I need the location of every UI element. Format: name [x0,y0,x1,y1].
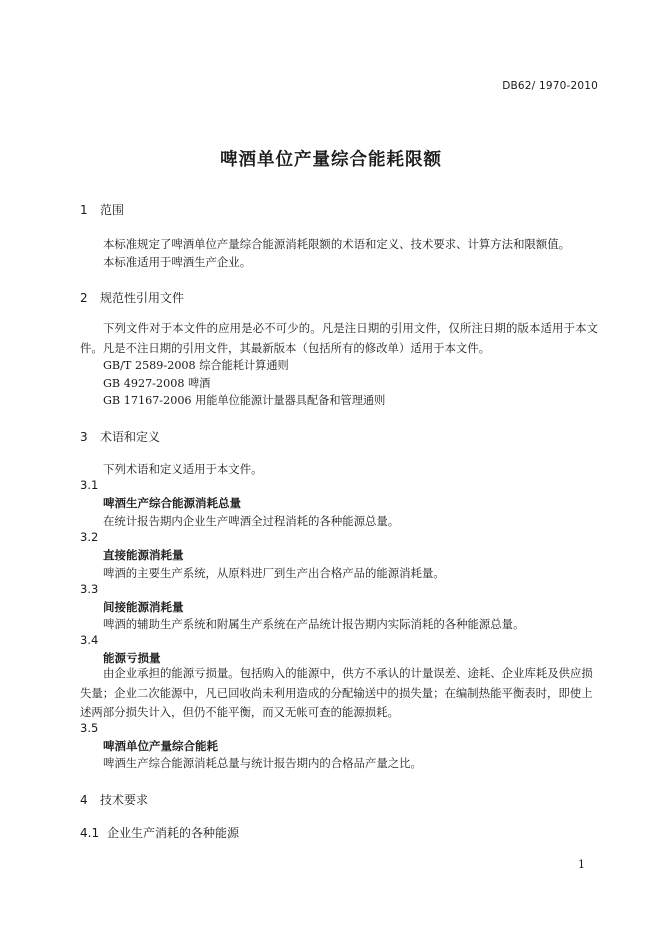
sec3-intro: 下列术语和定义适用于本文件。 [103,462,263,476]
term-definition: 啤酒的主要生产系统，从原料进厂到生产出合格产品的能源消耗量。 [103,566,445,580]
subsection-number: 4.1 [80,826,100,840]
section-number: 2 [80,291,88,305]
section-1-heading [80,201,124,218]
term-number: 3.4 [80,633,99,647]
page-number: 1 [578,858,585,871]
section-title: 范围 [100,203,125,217]
reference-item: GB 4927-2008 啤酒 [103,377,211,390]
term-definition: 啤酒的辅助生产系统和附属生产系统在产品统计报告期内实际消耗的各种能源总量。 [103,617,525,631]
section-number: 1 [80,203,88,217]
term-number: 3.1 [80,478,99,492]
term-name: 啤酒生产综合能源消耗总量 [103,496,241,510]
section-3-heading [80,428,160,445]
section-title: 技术要求 [100,793,149,807]
subsection-title: 企业生产消耗的各种能源 [107,826,240,840]
term-definition: 由企业承担的能源亏损量。包括购入的能源中，供方不承认的计量误差、途耗、企业库耗及供应损失量；企业二次能源中，凡已回收尚未利用造成的分配输送中的损失量；在编制热能平衡表时，即使上述两部分损失计入，但仍不能平衡，而又无帐可查的能源损耗。 [80,666,593,719]
section-title: 术语和定义 [100,430,161,444]
sec1-paragraph-1: 本标准规定了啤酒单位产量综合能源消耗限额的术语和定义、技术要求、计算方法和限额值。 [103,237,571,251]
term-definition: 在统计报告期内企业生产啤酒全过程消耗的各种能源总量。 [103,514,400,528]
term-name: 间接能源消耗量 [103,600,184,614]
term-name: 啤酒单位产量综合能耗 [103,739,218,753]
term-name: 直接能源消耗量 [103,548,184,562]
term-number: 3.5 [80,721,99,735]
sec1-paragraph-2: 本标准适用于啤酒生产企业。 [103,255,252,269]
section-title: 规范性引用文件 [100,291,185,305]
section-number: 4 [80,793,88,807]
section-2-heading [80,289,184,306]
term-definition: 啤酒生产综合能源消耗总量与统计报告期内的合格品产量之比。 [103,756,422,770]
term-name: 能源亏损量 [103,651,161,665]
standard-code: DB62/ 1970-2010 [502,80,598,92]
reference-item: GB/T 2589-2008 综合能耗计算通则 [103,359,289,372]
reference-item: GB 17167-2006 用能单位能源计量器具配备和管理通则 [103,394,386,407]
term-number: 3.3 [80,582,99,596]
section-number: 3 [80,430,88,444]
sec2-paragraph: 下列文件对于本文件的应用是必不可少的。凡是注日期的引用文件，仅所注日期的版本适用于本文件。凡是不注日期的引用文件，其最新版本（包括所有的修改单）适用于本文件。 [80,321,598,355]
document-title: 啤酒单位产量综合能耗限额 [220,150,442,170]
section-4-heading [80,791,148,808]
subsection-4-1-heading [80,824,239,841]
term-number: 3.2 [80,530,99,544]
